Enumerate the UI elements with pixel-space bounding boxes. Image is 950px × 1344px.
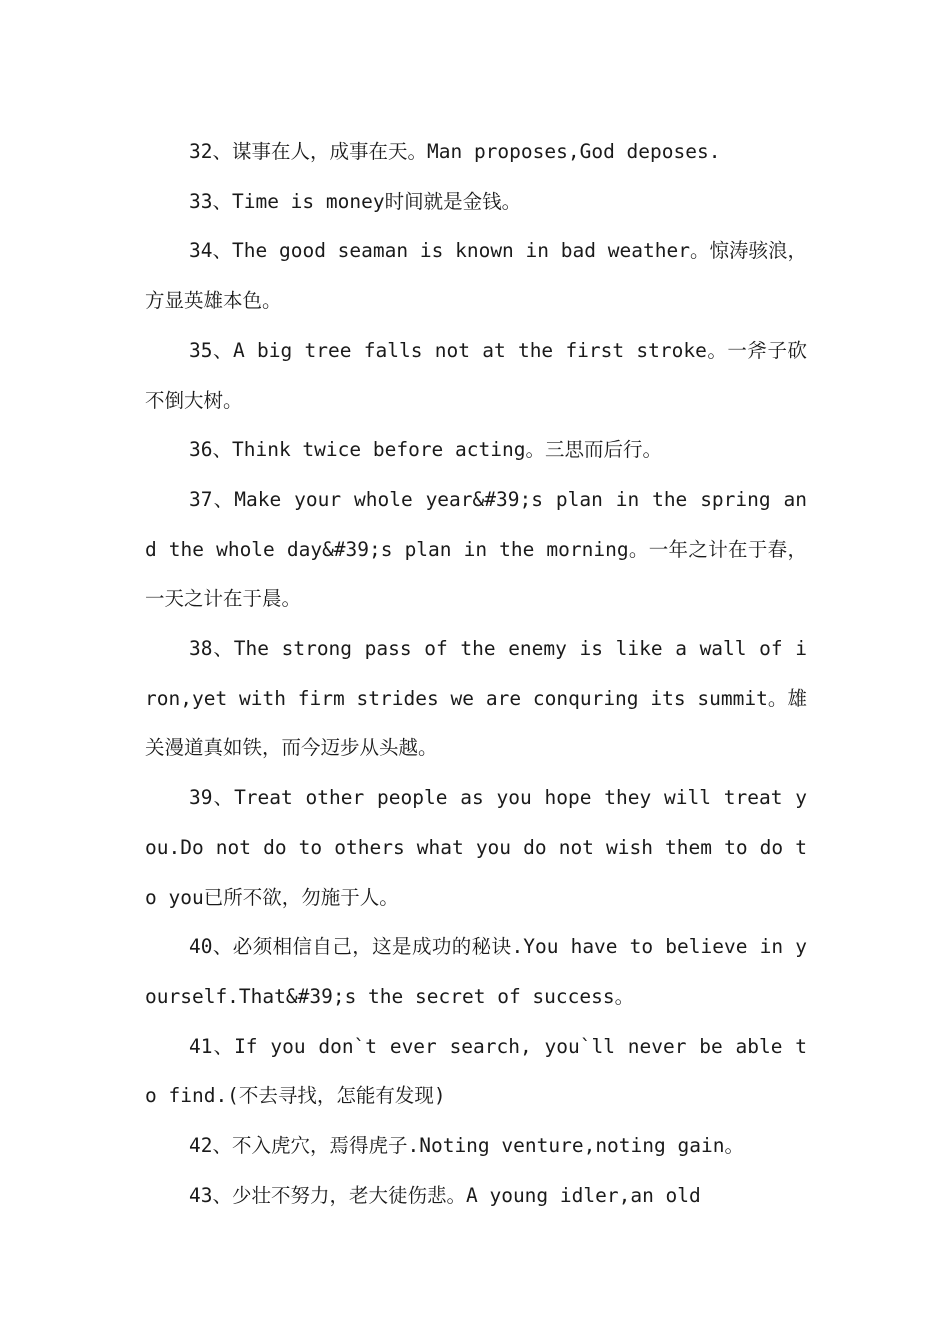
paragraph-33: 33、Time is money时间就是金钱。 (189, 189, 522, 213)
paragraph-41: 41、If you don`t ever search, you`ll never be able to find.(不去寻找，怎能有发现) (145, 1034, 807, 1108)
document-body (145, 127, 807, 1220)
paragraph-43: 43、少壮不努力，老大徒伤悲。A young idler,an old (189, 1183, 701, 1207)
paragraph-40: 40、必须相信自己，这是成功的秘诀.You have to believe in yourself.That&#39;s the secret of success。 (145, 935, 807, 1008)
paragraph-39: 39、Treat other people as you hope they will treat you.Do not do to others what you do not wish them to do to you已所不欲，勿施于人。 (145, 786, 807, 909)
paragraph-36: 36、Think twice before acting。三思而后行。 (189, 438, 662, 462)
paragraph-42: 42、不入虎穴，焉得虎子.Noting venture,noting gain。 (189, 1134, 744, 1158)
paragraph-34: 34、The good seaman is known in bad weather。惊涛骇浪，方显英雄本色。 (145, 239, 807, 313)
paragraph-37: 37、Make your whole year&#39;s plan in the spring and the whole day&#39;s plan in the morning。一年之计在于春，一天之计在于晨。 (145, 487, 807, 611)
paragraph-32: 32、谋事在人，成事在天。Man proposes,God deposes. (189, 140, 721, 163)
paragraph-35: 35、A big tree falls not at the first stroke。一斧子砍不倒大树。 (145, 338, 807, 412)
paragraph-38: 38、The strong pass of the enemy is like a wall of iron,yet with firm strides we are conquring its summit。雄关漫道真如铁，而今迈步从头越。 (145, 637, 807, 760)
